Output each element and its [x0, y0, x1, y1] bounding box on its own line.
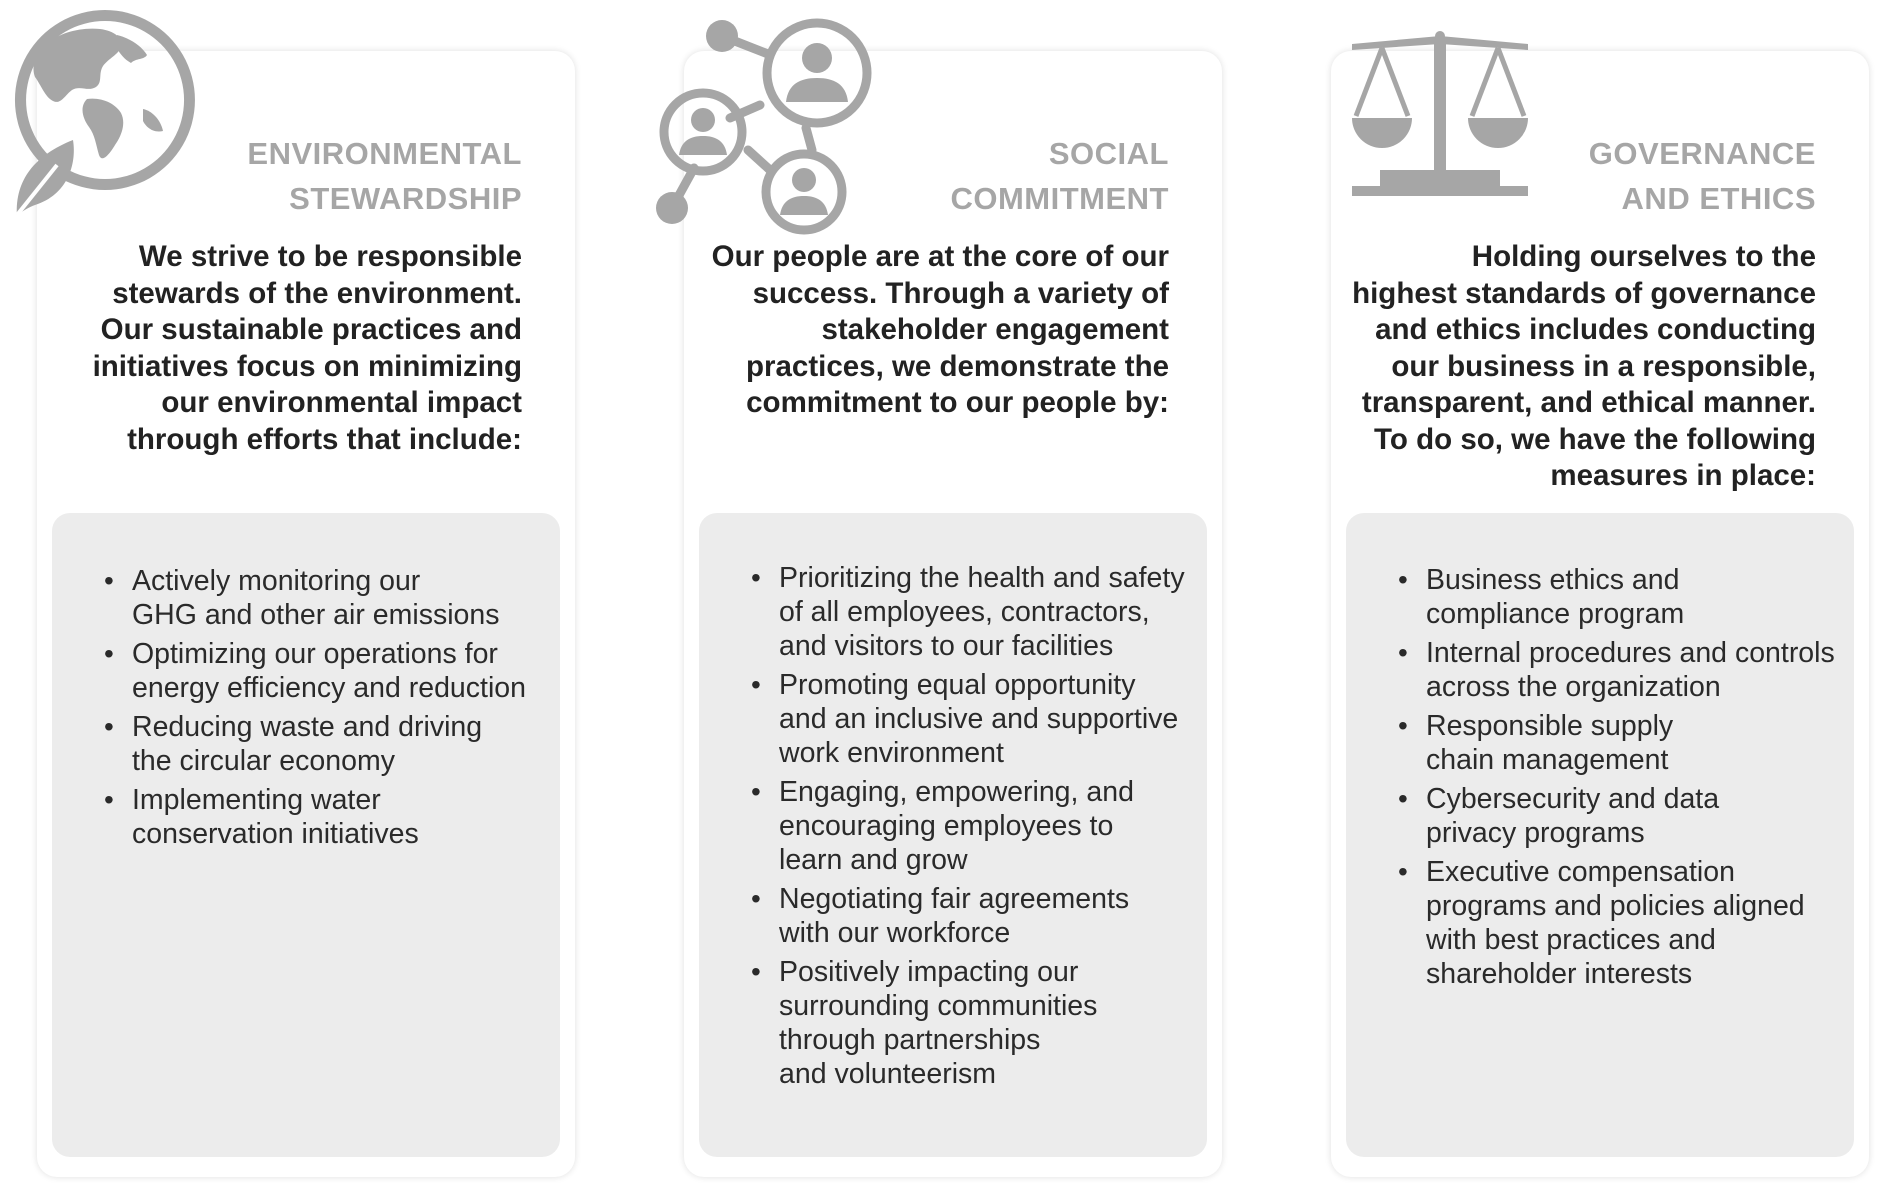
- list-item: [132, 637, 560, 705]
- item-line: and an inclusive and supportive: [779, 703, 1179, 735]
- globe-leaf-icon: [5, 5, 205, 225]
- item-line: chain management: [1426, 744, 1669, 776]
- item-line: compliance program: [1426, 598, 1685, 630]
- list-panel: [699, 513, 1207, 1157]
- item-line: across the organization: [1426, 671, 1721, 703]
- balance-scale-icon: [1350, 28, 1530, 208]
- list-item: [779, 882, 1207, 950]
- item-line: surrounding communities: [779, 990, 1098, 1022]
- people-network-icon: [650, 10, 890, 240]
- bullet-list: [132, 564, 560, 856]
- list-item: [132, 564, 560, 632]
- list-item: [779, 775, 1207, 877]
- item-line: • Positively impacting our: [779, 956, 1079, 988]
- title-line: COMMITMENT: [950, 181, 1169, 216]
- card-governance: [1331, 51, 1869, 1177]
- item-line: the circular economy: [132, 745, 395, 777]
- item-line: GHG and other air emissions: [132, 599, 500, 631]
- intro-line: commitment to our people by:: [746, 386, 1169, 419]
- item-line: • Reducing waste and driving: [132, 711, 483, 743]
- item-line: of all employees, contractors,: [779, 596, 1150, 628]
- title-line: GOVERNANCE: [1588, 136, 1816, 171]
- card-intro: [712, 239, 1169, 422]
- item-line: • Negotiating fair agreements: [779, 883, 1130, 915]
- list-item: [1426, 709, 1854, 777]
- item-line: • Cybersecurity and data: [1426, 783, 1720, 815]
- intro-line: our environmental impact: [161, 386, 522, 419]
- intro-line: transparent, and ethical manner.: [1361, 386, 1816, 419]
- intro-line: Our people are at the core of our: [711, 240, 1169, 273]
- item-line: • Promoting equal opportunity: [779, 669, 1136, 701]
- item-line: • Implementing water: [132, 784, 381, 816]
- item-line: • Internal procedures and controls: [1426, 637, 1835, 669]
- list-item: [132, 783, 560, 851]
- intro-line: initiatives focus on minimizing: [92, 349, 522, 383]
- item-line: programs and policies aligned: [1426, 890, 1805, 922]
- item-line: with best practices and: [1426, 924, 1716, 956]
- item-line: shareholder interests: [1426, 958, 1693, 990]
- intro-line: highest standards of governance: [1352, 276, 1816, 310]
- intro-line: success. Through a variety of: [752, 276, 1169, 310]
- list-item: [779, 668, 1207, 770]
- item-line: with our workforce: [779, 917, 1011, 949]
- item-line: privacy programs: [1426, 817, 1645, 849]
- item-line: • Executive compensation: [1426, 856, 1735, 888]
- title-line: STEWARDSHIP: [289, 181, 522, 216]
- intro-line: stakeholder engagement: [821, 313, 1169, 346]
- list-item: [1426, 563, 1854, 631]
- intro-line: through efforts that include:: [127, 422, 522, 456]
- list-panel: [52, 513, 560, 1157]
- list-item: [1426, 636, 1854, 704]
- card-intro: [93, 239, 522, 458]
- item-line: conservation initiatives: [132, 818, 419, 850]
- intro-line: practices, we demonstrate the: [746, 349, 1169, 383]
- title-line: SOCIAL: [1048, 136, 1169, 171]
- list-panel: [1346, 513, 1854, 1157]
- item-line: through partnerships: [779, 1024, 1041, 1056]
- item-line: • Prioritizing the health and safety: [779, 562, 1185, 594]
- item-line: work environment: [779, 737, 1004, 769]
- list-item: [779, 561, 1207, 663]
- intro-line: Holding ourselves to the: [1471, 240, 1816, 273]
- item-line: and volunteerism: [779, 1058, 997, 1090]
- list-item: [1426, 855, 1854, 991]
- bullet-list: [779, 561, 1207, 1096]
- intro-line: stewards of the environment.: [112, 276, 522, 310]
- intro-line: and ethics includes conducting: [1375, 313, 1816, 346]
- title-line: AND ETHICS: [1621, 181, 1816, 216]
- intro-line: our business in a responsible,: [1391, 349, 1816, 383]
- item-line: • Optimizing our operations for: [132, 638, 498, 670]
- card-intro: [1352, 239, 1816, 495]
- list-item: [779, 955, 1207, 1091]
- item-line: • Actively monitoring our: [132, 565, 421, 597]
- bullet-list: [1426, 563, 1854, 996]
- item-line: • Business ethics and: [1426, 564, 1680, 596]
- intro-line: Our sustainable practices and: [100, 313, 522, 346]
- intro-line: We strive to be responsible: [138, 240, 522, 273]
- item-line: and visitors to our facilities: [779, 630, 1114, 662]
- item-line: learn and grow: [779, 844, 968, 876]
- item-line: • Engaging, empowering, and: [779, 776, 1134, 808]
- list-item: [132, 710, 560, 778]
- title-line: ENVIRONMENTAL: [247, 136, 522, 171]
- item-line: • Responsible supply: [1426, 710, 1674, 742]
- item-line: energy efficiency and reduction: [132, 672, 526, 704]
- intro-line: To do so, we have the following: [1374, 422, 1816, 456]
- list-item: [1426, 782, 1854, 850]
- item-line: encouraging employees to: [779, 810, 1114, 842]
- intro-line: measures in place:: [1550, 459, 1816, 492]
